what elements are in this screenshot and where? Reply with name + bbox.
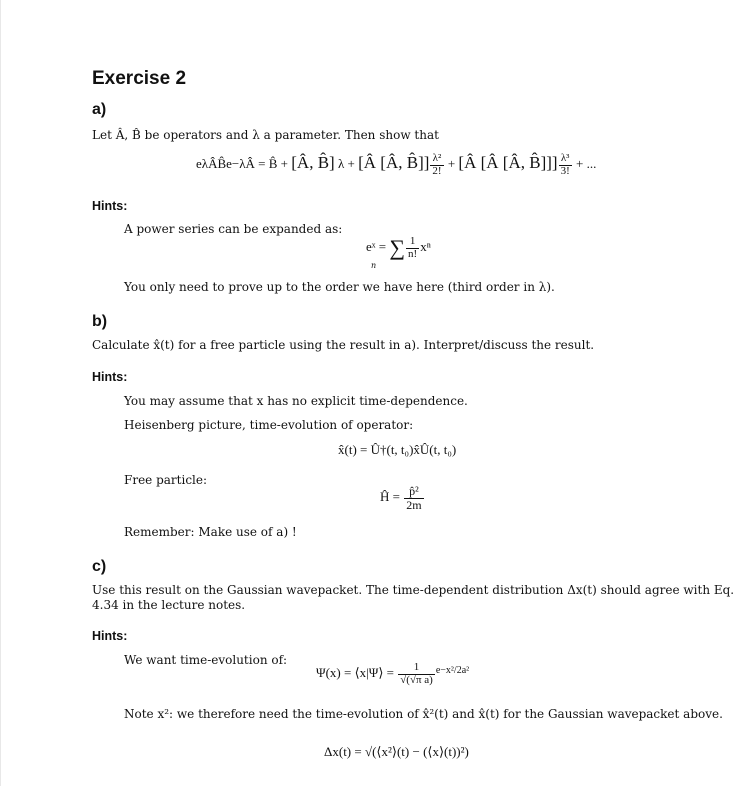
part-a-intro: Let Â, B̂ be operators and λ a parameter. Then show that — [92, 128, 439, 142]
series-term: xⁿ — [420, 238, 431, 254]
part-b-hints-label: Hints: — [92, 370, 128, 384]
part-a-hint-2: You only need to prove up to the order we have here (third order in λ). — [124, 280, 555, 294]
part-c-hint-1: We want time-evolution of: — [124, 653, 288, 667]
part-b-label: b) — [92, 313, 108, 330]
psi-fraction-num: 1 — [398, 662, 435, 675]
psi-lhs: Ψ(x) = ⟨x|Ψ⟩ = — [316, 665, 398, 681]
ham-fraction-den: 2m — [406, 497, 422, 512]
hamiltonian-equation — [380, 485, 425, 511]
part-b-hint-1: You may assume that x has no explicit time-dependence. — [124, 394, 468, 408]
eq-fraction-1-num: λ² — [430, 153, 443, 166]
eq-commutator-2: [Â [Â, B̂]] — [358, 153, 430, 173]
eq-fraction-2 — [559, 153, 572, 177]
commutator-expansion-equation — [196, 153, 596, 177]
part-c-intro-line-1: Use this result on the Gaussian wavepacket. The time-dependent distribution Δx(t) should agree with Eq. — [92, 583, 735, 597]
eq-fraction-1 — [430, 153, 443, 177]
series-fraction-num: 1 — [406, 236, 419, 249]
series-sum-symbol: ∑ — [389, 235, 406, 260]
psi-fraction — [398, 662, 435, 686]
part-b-intro: Calculate x̂(t) for a free particle using the result in a). Interpret/discuss the result. — [92, 338, 595, 352]
ham-fraction-num: p̂² — [404, 485, 423, 499]
part-c-hints-label: Hints: — [92, 629, 128, 643]
exercise-title: Exercise 2 — [92, 68, 187, 89]
eq-lhs: eλÂB̂e−λÂ = B̂ + — [196, 156, 292, 172]
series-fraction-den: n! — [408, 247, 418, 260]
ham-fraction — [404, 485, 423, 511]
part-a-hints-label: Hints: — [92, 199, 128, 213]
ham-lhs: Ĥ = — [380, 489, 404, 505]
part-b-hint-2: Heisenberg picture, time-evolution of operator: — [124, 418, 414, 432]
uncertainty-equation: Δx(t) = √(⟨x²⟩(t) − (⟨x⟩(t))²) — [324, 744, 469, 759]
eq-plus: + — [444, 156, 459, 172]
power-series-equation — [366, 235, 431, 261]
eq-fraction-2-den: 3! — [560, 164, 570, 177]
part-b-hint-3: Free particle: — [124, 473, 208, 487]
series-lhs: eˣ = — [366, 238, 390, 254]
part-c-label: c) — [92, 558, 107, 575]
eq-term-1: λ + — [334, 156, 359, 172]
series-index: n — [371, 261, 377, 270]
heisenberg-equation: x̂(t) = Û†(t, t₀)x̂Û(t, t₀) — [338, 442, 457, 457]
part-a-label: a) — [92, 101, 107, 118]
eq-commutator-3: [Â [Â [Â, B̂]]] — [458, 153, 558, 173]
wavefunction-equation — [316, 662, 469, 686]
part-b-hint-4: Remember: Make use of a) ! — [124, 525, 297, 539]
eq-tail: + ... — [572, 156, 597, 172]
part-c-intro-line-2: 4.34 in the lecture notes. — [92, 598, 246, 612]
part-c-hint-2: Note x²: we therefore need the time-evolution of x̂²(t) and x̂(t) for the Gaussian wavepacket above. — [124, 707, 723, 721]
psi-exponential: e−x²/2a² — [435, 665, 470, 677]
eq-fraction-2-num: λ³ — [559, 153, 572, 166]
psi-fraction-den: √(√π a) — [400, 673, 433, 686]
eq-commutator-1: [Â, B̂] — [291, 153, 335, 173]
eq-fraction-1-den: 2! — [432, 164, 442, 177]
series-fraction — [406, 236, 419, 260]
part-a-hint-1: A power series can be expanded as: — [124, 222, 343, 236]
